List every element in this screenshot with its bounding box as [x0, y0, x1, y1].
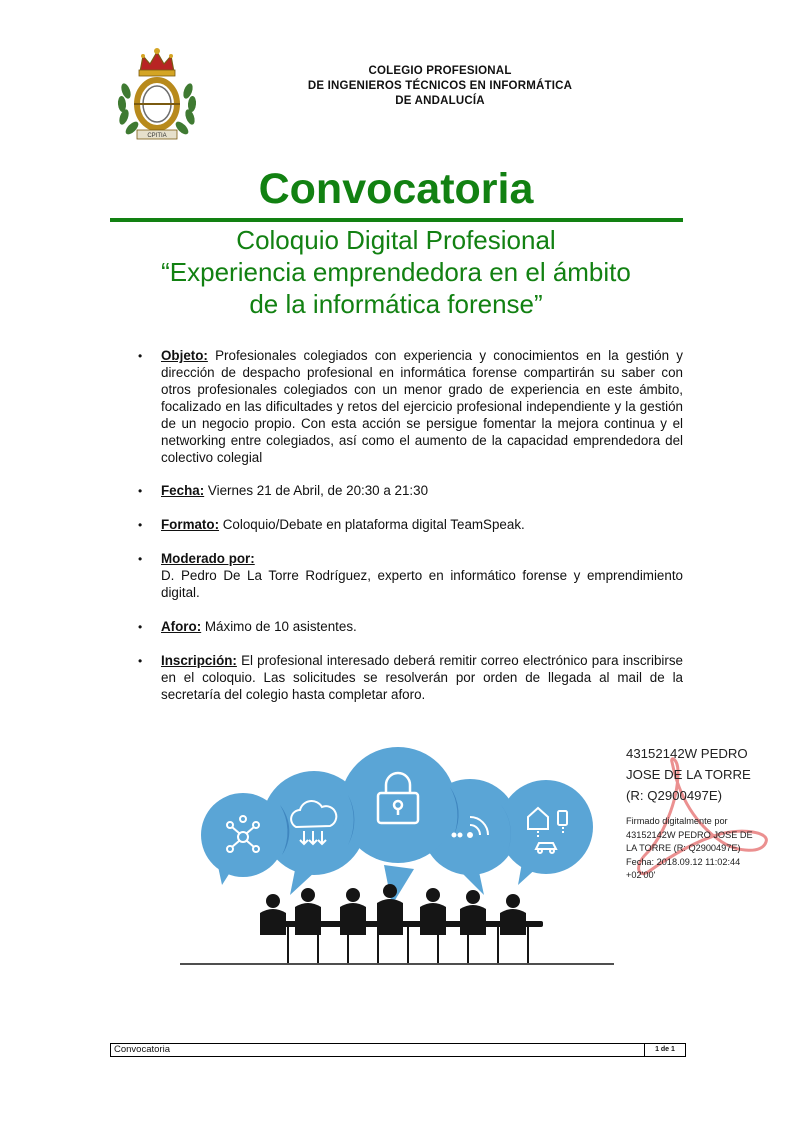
item-text: Profesionales colegiados con experiencia y conocimientos en la gestión y dirección de despacho profesional en informática forense compartirán su saber con otros profesionales colegiados con un menor grado de experiencia en este ámbito, focalizado en las dificultades y retos del ejercicio profesional independiente y la gestión de un negocio propio. Con esta acción se persigue fomentar la mejora continua y el networking entre colegiados, así como el aumento de la capacidad emprendedora del colectivo colegial — [161, 348, 683, 465]
signature-detail-line-4: Fecha: 2018.09.12 11:02:44 — [626, 856, 741, 867]
footer-document-name: Convocatoria — [114, 1044, 170, 1055]
signer-name-line-3: (R: Q2900497E) — [626, 788, 723, 803]
item-label: Formato: — [161, 517, 220, 532]
item-label: Objeto: — [161, 348, 208, 363]
signer-name-line-2: JOSE DE LA TORRE — [626, 767, 751, 782]
item-label: Fecha: — [161, 483, 205, 498]
coat-of-arms-logo — [112, 46, 202, 144]
page-title: Convocatoria — [258, 165, 534, 213]
bullet-icon: • — [138, 518, 143, 532]
bullet-icon: • — [138, 484, 143, 498]
item-label: Moderado por: — [161, 551, 255, 566]
subtitle-line-3: de la informática forense” — [249, 289, 543, 319]
org-line-3: DE ANDALUCÍA — [395, 95, 485, 107]
item-text: Máximo de 10 asistentes. — [204, 619, 357, 634]
item-label: Inscripción: — [161, 653, 237, 668]
bullet-icon: • — [138, 552, 143, 566]
bubble-home — [499, 780, 593, 885]
org-line-2: DE INGENIEROS TÉCNICOS EN INFORMÁTICA — [307, 80, 573, 92]
list-item-aforo — [138, 618, 683, 635]
item-text: Coloquio/Debate en plataforma digital TeamSpeak. — [222, 517, 525, 532]
subtitle-line-1: Coloquio Digital Profesional — [236, 225, 556, 255]
signer-name-line-1: 43152142W PEDRO — [626, 746, 748, 761]
list-item-fecha — [138, 482, 683, 499]
bullet-icon: • — [138, 654, 143, 668]
list-item-formato — [138, 516, 683, 533]
subtitle-line-2: “Experiencia emprendedora en el ámbito — [161, 257, 631, 287]
event-subtitle — [110, 224, 682, 320]
signature-detail-line-3: LA TORRE (R: Q2900497E) — [626, 843, 741, 853]
item-text: D. Pedro De La Torre Rodríguez, experto en informático forense y emprendimiento digital. — [161, 568, 683, 600]
page-footer — [110, 1043, 686, 1057]
signature-detail-line-1: Firmado digitalmente por — [626, 816, 728, 826]
logo-ribbon-text: CPITIA — [147, 133, 167, 139]
organization-header — [240, 64, 640, 109]
bubble-lock — [340, 747, 456, 905]
list-item-objeto — [138, 347, 683, 466]
people-silhouettes — [260, 884, 543, 963]
item-text: El profesional interesado deberá remitir correo electrónico para inscribirse en el coloquio. Las solicitudes se resolverán por orden de llegada al mail de la secretaría del colegio hasta completar aforo. — [161, 653, 683, 702]
item-text: Viernes 21 de Abril, de 20:30 a 21:30 — [207, 483, 429, 498]
signature-detail-line-2: 43152142W PEDRO JOSE DE — [626, 829, 753, 840]
signature-detail-line-5: +02'00' — [626, 870, 656, 880]
list-item-inscripcion — [138, 652, 683, 703]
signature-details — [626, 815, 786, 883]
item-label: Aforo: — [161, 619, 202, 634]
page-number: 1 de 1 — [644, 1044, 685, 1056]
meeting-illustration — [178, 745, 618, 969]
bullet-icon: • — [138, 349, 143, 363]
list-item-moderado — [138, 550, 683, 601]
title-divider — [110, 218, 683, 222]
bullet-icon: • — [138, 620, 143, 634]
signer-name — [626, 743, 786, 806]
org-line-1: COLEGIO PROFESIONAL — [368, 65, 512, 77]
details-list — [138, 347, 683, 703]
